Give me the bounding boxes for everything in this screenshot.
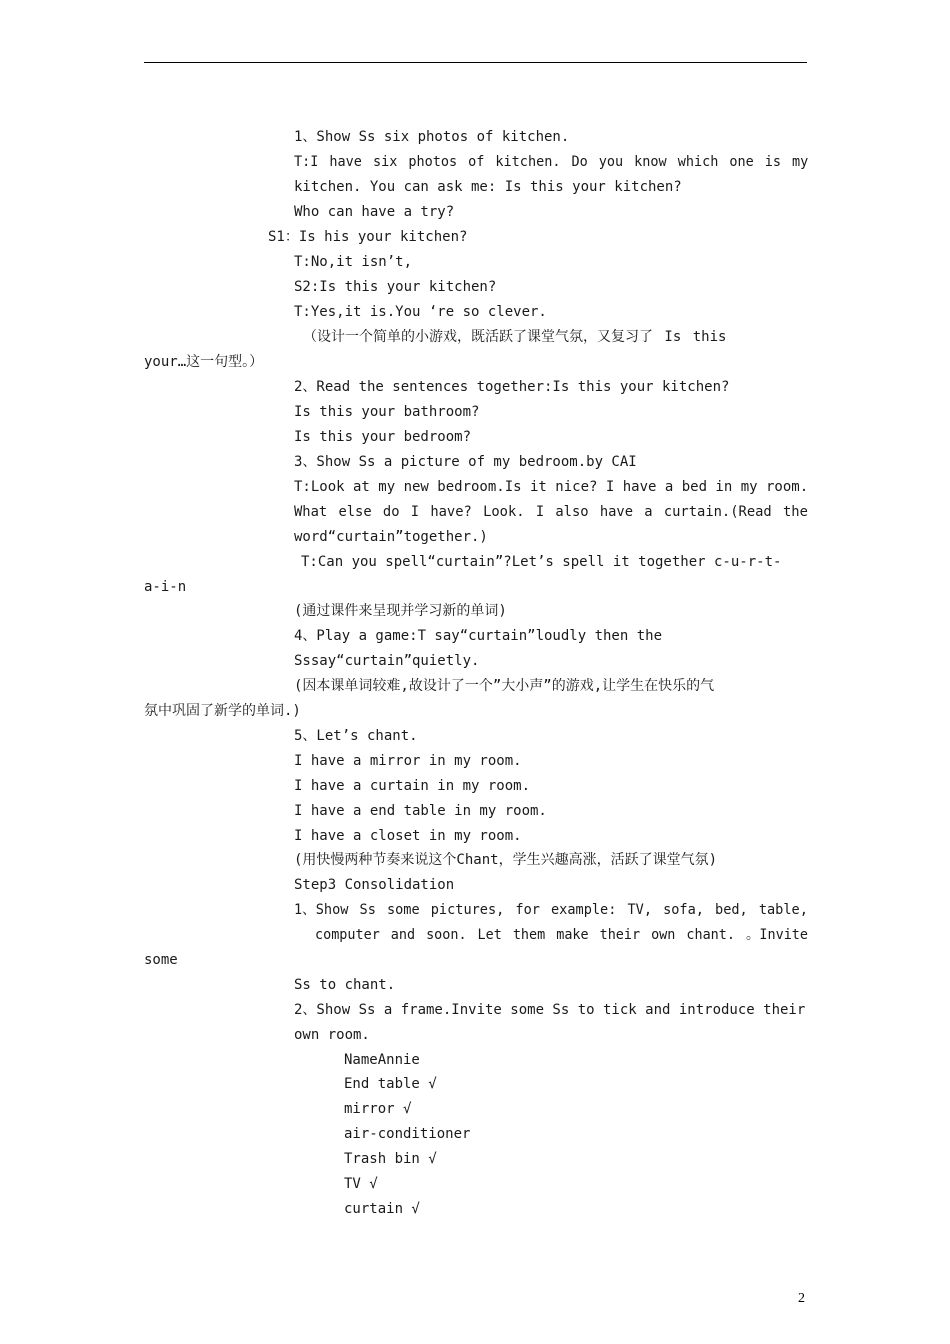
- text-line: word“curtain”together.): [294, 529, 488, 545]
- text-line: I have a end table in my room.: [294, 803, 547, 819]
- text-line: curtain √: [344, 1201, 420, 1217]
- text-line: What else do I have? Look. I also have a curtain.(Read the: [294, 504, 808, 520]
- text-line: I have a curtain in my room.: [294, 778, 531, 794]
- text-line: T:I have six photos of kitchen. Do you know which one is my: [294, 154, 809, 170]
- text-line: （设计一个简单的小游戏，既活跃了课堂气氛，又复习了 Is this: [303, 329, 727, 345]
- text-line: 1、Show Ss some pictures, for example: TV, sofa, bed, table,: [294, 902, 808, 918]
- text-line: 1、Show Ss six photos of kitchen.: [294, 129, 570, 145]
- text-line: air-conditioner: [344, 1126, 471, 1142]
- text-line: some: [144, 952, 178, 968]
- text-line: 2、Read the sentences together:Is this your kitchen?: [294, 379, 730, 395]
- text-line: S1：Is his your kitchen?: [268, 229, 468, 245]
- text-line: 氛中巩固了新学的单词.): [144, 703, 301, 719]
- text-line: T:Look at my new bedroom.Is it nice? I have a bed in my room.: [294, 479, 809, 495]
- text-line: mirror √: [344, 1101, 412, 1117]
- text-line: End table √: [344, 1076, 437, 1092]
- text-line: 2、Show Ss a frame.Invite some Ss to tick and introduce their: [294, 1002, 806, 1018]
- text-line: Step3 Consolidation: [294, 877, 455, 893]
- text-line: Who can have a try?: [294, 204, 455, 220]
- text-line: T:Yes,it is.You ‘re so clever.: [294, 304, 547, 320]
- text-line: TV √: [344, 1176, 378, 1192]
- text-line: a-i-n: [144, 579, 187, 595]
- header-rule: [144, 62, 807, 63]
- text-line: Is this your bathroom?: [294, 404, 480, 420]
- text-line: NameAnnie: [344, 1052, 420, 1068]
- text-line: T:Can you spell“curtain”?Let’s spell it together c-u-r-t-: [301, 554, 782, 570]
- text-line: your…这一句型。）: [144, 354, 264, 370]
- text-line: Ss to chant.: [294, 977, 396, 993]
- text-line: kitchen. You can ask me: Is this your kitchen?: [294, 179, 682, 195]
- text-line: (通过课件来呈现并学习新的单词): [294, 603, 507, 619]
- text-line: S2:Is this your kitchen?: [294, 279, 497, 295]
- text-line: T:No,it isn’t,: [294, 254, 413, 270]
- text-line: I have a closet in my room.: [294, 828, 522, 844]
- text-line: Is this your bedroom?: [294, 429, 472, 445]
- text-line: 4、Play a game:T say“curtain”loudly then the: [294, 628, 663, 644]
- text-line: (因本课单词较难,故设计了一个”大小声”的游戏,让学生在快乐的气: [294, 678, 715, 694]
- page-number: 2: [798, 1291, 805, 1306]
- text-line: Sssay“curtain”quietly.: [294, 653, 480, 669]
- text-line: I have a mirror in my room.: [294, 753, 522, 769]
- text-line: 3、Show Ss a picture of my bedroom.by CAI: [294, 454, 637, 470]
- text-line: Trash bin √: [344, 1151, 437, 1167]
- text-line: (用快慢两种节奏来说这个Chant，学生兴趣高涨，活跃了课堂气氛): [294, 852, 717, 868]
- text-line: 5、Let’s chant.: [294, 728, 418, 744]
- text-line: computer and soon. Let them make their own chant. 。Invite: [315, 927, 809, 943]
- text-line: own room.: [294, 1027, 370, 1043]
